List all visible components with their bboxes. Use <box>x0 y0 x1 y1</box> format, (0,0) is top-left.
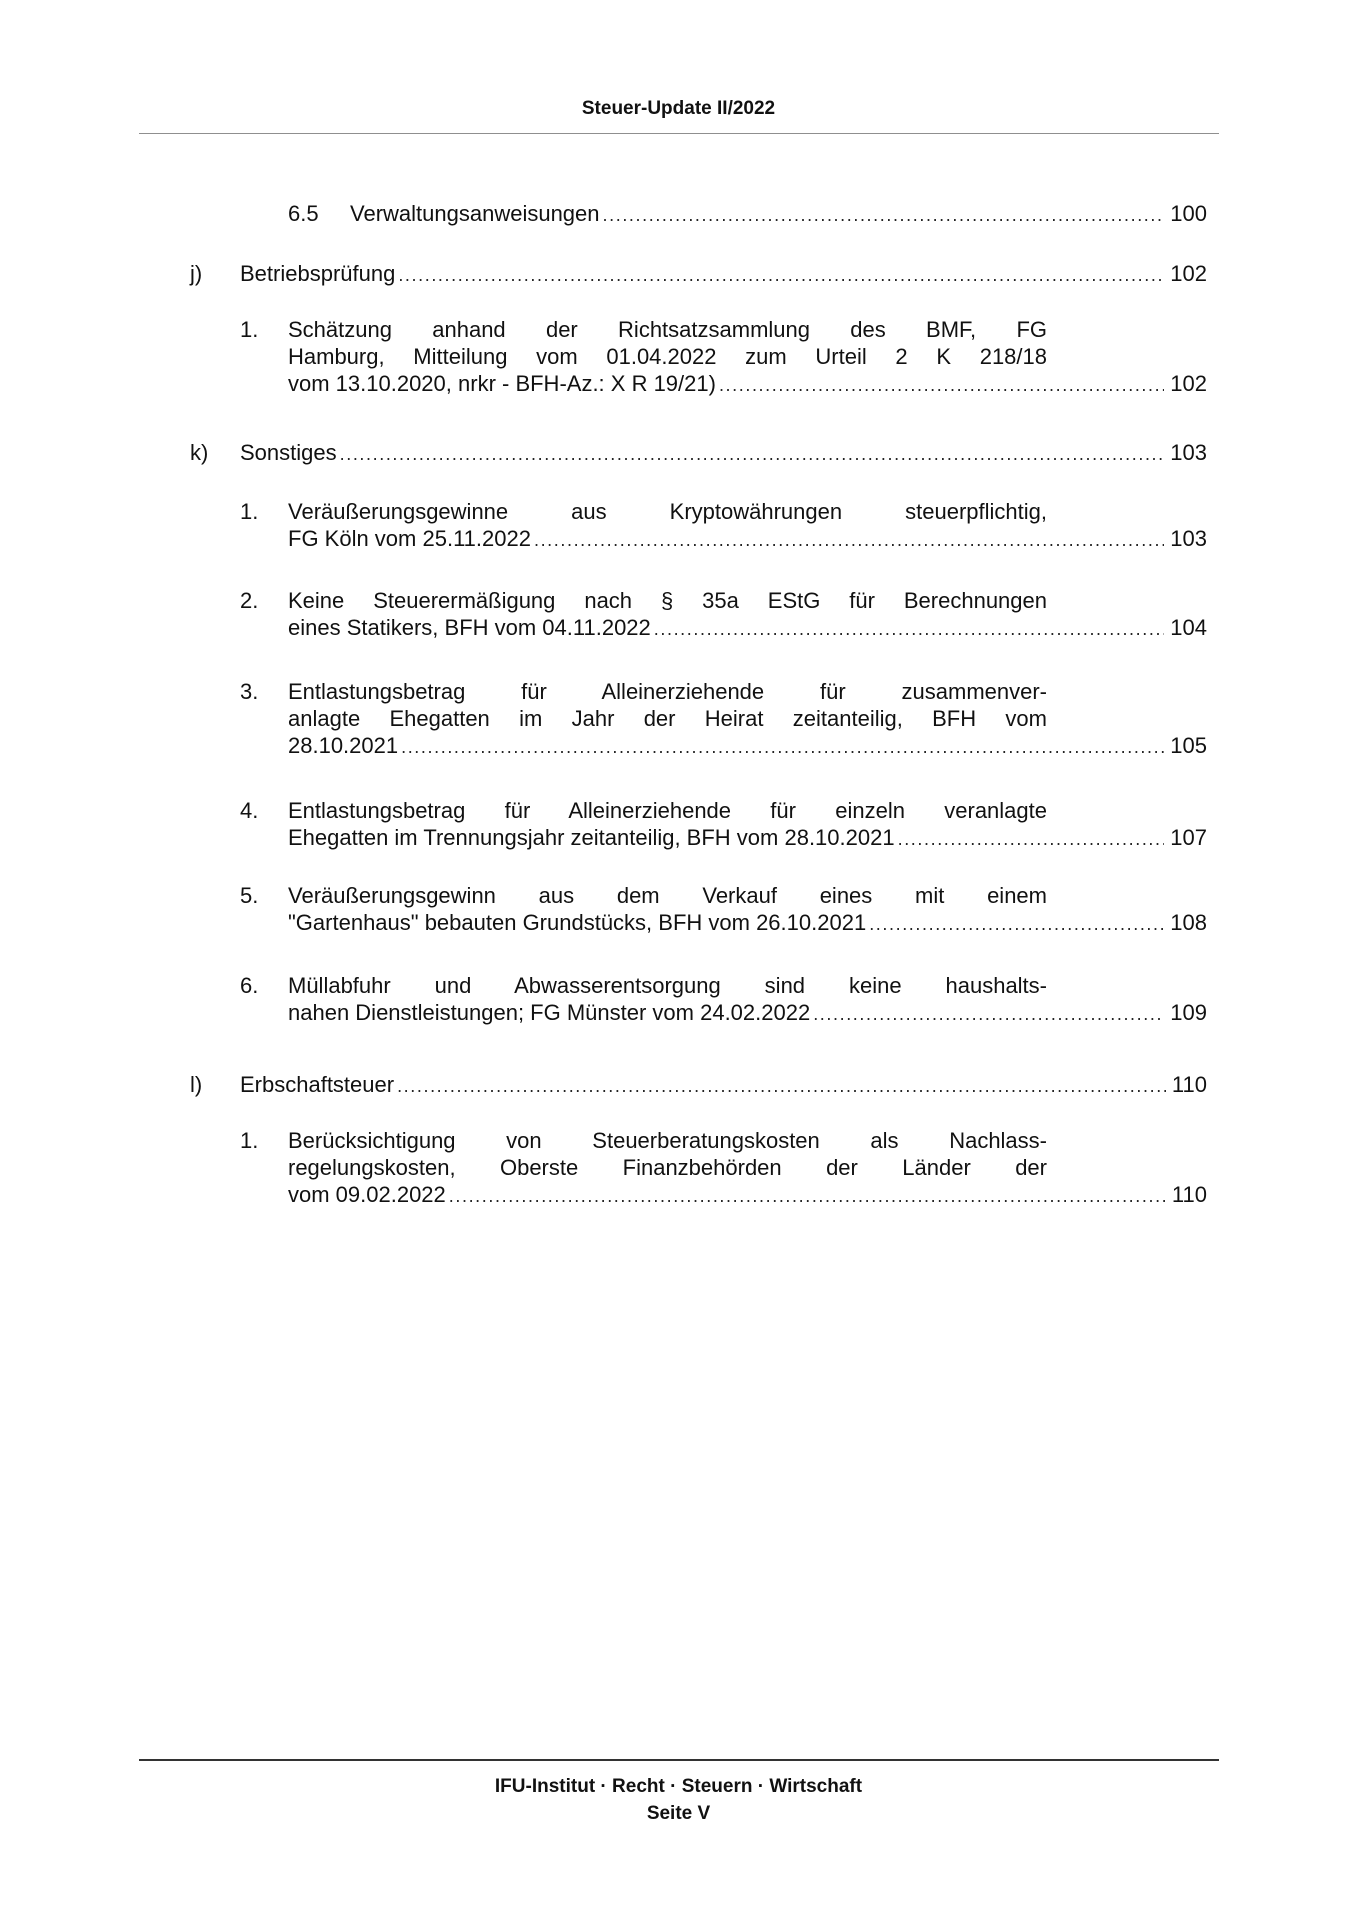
footer-publisher: IFU-Institut · Recht · Steuern · Wirtschaft <box>494 1776 863 1797</box>
toc-entry-number: 3. <box>240 679 259 704</box>
toc-entry-title-line: Veräußerungsgewinne aus Kryptowährungen steuerpflichtig, <box>288 499 1047 524</box>
toc-entry-title-line: Sonstiges <box>240 440 337 465</box>
toc-entry-last-line <box>350 200 1207 227</box>
toc-page-number[interactable]: 102 <box>1170 261 1207 286</box>
toc-page-number[interactable]: 103 <box>1170 526 1207 551</box>
toc-entry-last-line <box>288 999 1207 1026</box>
toc-page-number[interactable]: 103 <box>1170 440 1207 465</box>
toc-page-number[interactable]: 109 <box>1170 1000 1207 1025</box>
footer-page-label: Seite V <box>646 1803 711 1824</box>
toc-entry-title-line: Verwaltungsanweisungen <box>350 201 600 226</box>
toc-entry-number: 5. <box>240 883 259 908</box>
toc-entry-last-line <box>288 525 1207 552</box>
toc-entry-title-line: regelungskosten, Oberste Finanzbehörden der Länder der <box>288 1155 1047 1180</box>
dot-leader <box>398 262 1164 289</box>
toc-page-number[interactable]: 108 <box>1170 910 1207 935</box>
toc-entry-last-line <box>240 439 1207 466</box>
footer-divider <box>139 1759 1219 1761</box>
toc-entry-title-line: FG Köln vom 25.11.2022 <box>288 526 531 551</box>
toc-entry-last-line <box>240 1071 1207 1098</box>
toc-page-number[interactable]: 107 <box>1170 825 1207 850</box>
toc-entry-last-line <box>288 732 1207 759</box>
toc-page-number[interactable]: 104 <box>1170 615 1207 640</box>
toc-entry-number: l) <box>190 1072 203 1097</box>
dot-leader <box>869 911 1164 938</box>
toc-entry-number: 2. <box>240 588 259 613</box>
toc-entry-number: k) <box>190 440 209 465</box>
toc-entry-title-line: Hamburg, Mitteilung vom 01.04.2022 zum Urteil 2 K 218/18 <box>288 344 1047 369</box>
toc-entry-title-line: anlagte Ehegatten im Jahr der Heirat zeitanteilig, BFH vom <box>288 706 1047 731</box>
toc-entry-title-line: "Gartenhaus" bebauten Grundstücks, BFH vom 26.10.2021 <box>288 910 867 935</box>
toc-entry-title-line: Erbschaftsteuer <box>240 1072 395 1097</box>
toc-entry-title-line: Berücksichtigung von Steuerberatungskosten als Nachlass- <box>288 1128 1047 1153</box>
toc-page-number[interactable]: 105 <box>1170 733 1207 758</box>
toc-page-number[interactable]: 102 <box>1170 371 1207 396</box>
dot-leader <box>603 202 1165 229</box>
toc-entry-title-line: 28.10.2021 <box>288 733 399 758</box>
toc-page-number[interactable]: 110 <box>1171 1182 1207 1207</box>
toc-entry-number: j) <box>190 261 203 286</box>
toc-entry-number: 1. <box>240 499 259 524</box>
dot-leader <box>397 1073 1166 1100</box>
dot-leader <box>340 441 1165 468</box>
toc-entry-title-line: Schätzung anhand der Richtsatzsammlung des BMF, FG <box>288 317 1047 342</box>
toc-page-number[interactable]: 100 <box>1170 201 1207 226</box>
dot-leader <box>401 734 1164 761</box>
toc-entry-number: 1. <box>240 317 259 342</box>
toc-entry-last-line <box>240 260 1207 287</box>
header-divider <box>139 133 1219 134</box>
running-header-title: Steuer-Update II/2022 <box>581 98 776 119</box>
toc-entry-title-line: Keine Steuerermäßigung nach § 35a EStG für Berechnungen <box>288 588 1047 613</box>
dot-leader <box>534 527 1164 554</box>
toc-entry-title-line: vom 09.02.2022 <box>288 1182 446 1207</box>
dot-leader <box>813 1001 1164 1028</box>
toc-entry-title-line: eines Statikers, BFH vom 04.11.2022 <box>288 615 651 640</box>
toc-entry-last-line <box>288 614 1207 641</box>
toc-entry-last-line <box>288 370 1207 397</box>
toc-entry-last-line <box>288 824 1207 851</box>
toc-entry-title-line: Veräußerungsgewinn aus dem Verkauf eines mit einem <box>288 883 1047 908</box>
toc-entry-title-line: nahen Dienstleistungen; FG Münster vom 24.02.2022 <box>288 1000 811 1025</box>
toc-entry-title-line: vom 13.10.2020, nrkr - BFH-Az.: X R 19/21) <box>288 371 716 396</box>
dot-leader <box>654 616 1165 643</box>
toc-entry-number: 1. <box>240 1128 259 1153</box>
toc-entry-number: 6.5 <box>288 201 319 226</box>
dot-leader <box>449 1183 1166 1210</box>
toc-entry-number: 6. <box>240 973 259 998</box>
toc-page-number[interactable]: 110 <box>1171 1072 1207 1097</box>
running-footer <box>0 1773 1357 1827</box>
toc-entry-last-line <box>288 1181 1207 1208</box>
toc-entry-title-line: Betriebsprüfung <box>240 261 396 286</box>
toc-entry-last-line <box>288 909 1207 936</box>
toc-entry-number: 4. <box>240 798 259 823</box>
toc-entry-title-line: Müllabfuhr und Abwasserentsorgung sind keine haushalts- <box>288 973 1047 998</box>
toc-entry-title-line: Entlastungsbetrag für Alleinerziehende für zusammenver- <box>288 679 1047 704</box>
toc-entry-title-line: Ehegatten im Trennungsjahr zeitanteilig, BFH vom 28.10.2021 <box>288 825 895 850</box>
dot-leader <box>719 372 1164 399</box>
toc-entry-title-line: Entlastungsbetrag für Alleinerziehende für einzeln veranlagte <box>288 798 1047 823</box>
dot-leader <box>898 826 1165 853</box>
